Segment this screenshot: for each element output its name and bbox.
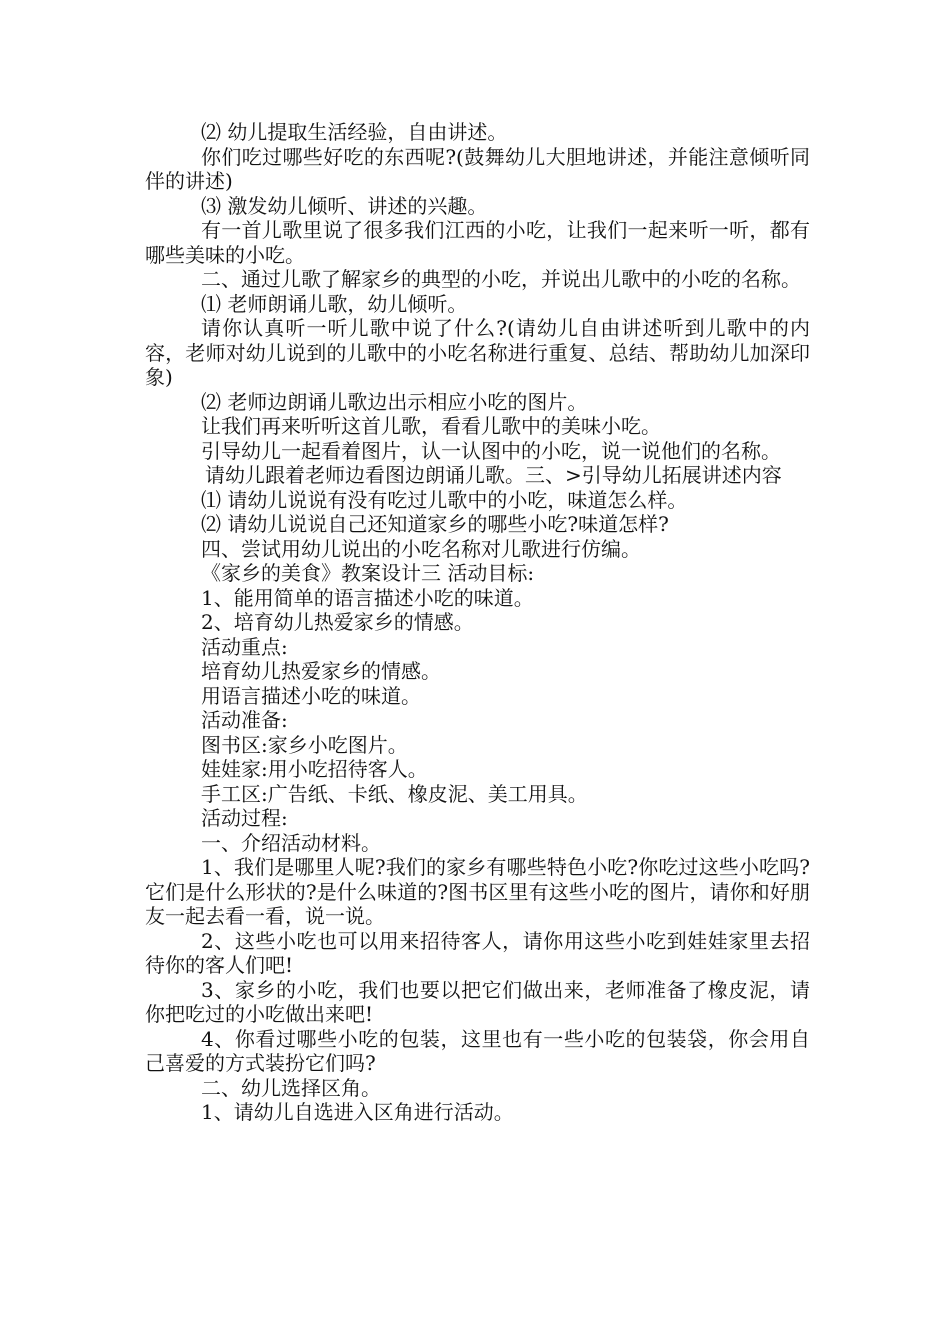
- paragraph: 1、请幼儿自选进入区角进行活动。: [201, 1100, 514, 1124]
- section-heading: 活动准备:: [201, 708, 288, 732]
- paragraph: 让我们再来听听这首儿歌，看看儿歌中的美味小吃。: [201, 414, 661, 438]
- paragraph: ⑵ 请幼儿说说自己还知道家乡的哪些小吃?味道怎样?: [201, 512, 669, 536]
- list-item: 手工区:广告纸、卡纸、橡皮泥、美工用具。: [201, 781, 588, 806]
- list-item: 2、培育幼儿热爱家乡的情感。: [201, 610, 474, 634]
- paragraph: ⑵ 幼儿提取生活经验，自由讲述。: [201, 120, 508, 144]
- paragraph: 请幼儿跟着老师边看图边朗诵儿歌。三、>引导幼儿拓展讲述内容: [205, 463, 782, 487]
- paragraph: 2、这些小吃也可以用来招待客人，请你用这些小吃到娃娃家里去招待你的客人们吧!: [145, 928, 810, 977]
- paragraph: 培育幼儿热爱家乡的情感。: [201, 659, 441, 683]
- paragraph: 你们吃过哪些好吃的东西呢?(鼓舞幼儿大胆地讲述，并能注意倾听同伴的讲述): [145, 144, 810, 193]
- section-heading: 一、介绍活动材料。: [201, 830, 381, 855]
- section-heading: 二、通过儿歌了解家乡的典型的小吃，并说出儿歌中的小吃的名称。: [201, 267, 801, 291]
- lesson-title: 《家乡的美食》教案设计三 活动目标:: [201, 561, 535, 585]
- paragraph: 1、我们是哪里人呢?我们的家乡有哪些特色小吃?你吃过这些小吃吗?它们是什么形状的?是什么味道的?图书区里有这些小吃的图片，请你和好朋友一起去看一看，说一说。: [145, 855, 810, 928]
- paragraph: ⑴ 老师朗诵儿歌，幼儿倾听。: [201, 291, 468, 316]
- paragraph: 有一首儿歌里说了很多我们江西的小吃，让我们一起来听一听，都有哪些美味的小吃。: [145, 218, 810, 267]
- paragraph: 用语言描述小吃的味道。: [201, 683, 421, 708]
- paragraph: ⑵ 老师边朗诵儿歌边出示相应小吃的图片。: [201, 389, 588, 414]
- paragraph: 3、家乡的小吃，我们也要以把它们做出来，老师准备了橡皮泥，请你把吃过的小吃做出来吧!: [145, 977, 810, 1026]
- paragraph: ⑴ 请幼儿说说有没有吃过儿歌中的小吃，味道怎么样。: [201, 487, 688, 512]
- section-heading: 二、幼儿选择区角。: [201, 1075, 381, 1100]
- paragraph: ⑶ 激发幼儿倾听、讲述的兴趣。: [201, 193, 488, 218]
- list-item: 图书区:家乡小吃图片。: [201, 732, 408, 757]
- document-body: [145, 120, 810, 1125]
- paragraph: 引导幼儿一起看着图片，认一认图中的小吃，说一说他们的名称。: [201, 438, 781, 463]
- paragraph: 请你认真听一听儿歌中说了什么?(请幼儿自由讲述听到儿歌中的内容，老师对幼儿说到的儿歌中的小吃名称进行重复、总结、帮助幼儿加深印象): [145, 316, 810, 389]
- section-heading: 活动重点:: [201, 634, 288, 659]
- list-item: 1、能用简单的语言描述小吃的味道。: [201, 585, 534, 610]
- section-heading: 四、尝试用幼儿说出的小吃名称对儿歌进行仿编。: [201, 536, 641, 561]
- paragraph: 4、你看过哪些小吃的包装，这里也有一些小吃的包装袋，你会用自己喜爱的方式装扮它们吗?: [145, 1026, 810, 1075]
- list-item: 娃娃家:用小吃招待客人。: [201, 757, 428, 781]
- section-heading: 活动过程:: [201, 806, 288, 830]
